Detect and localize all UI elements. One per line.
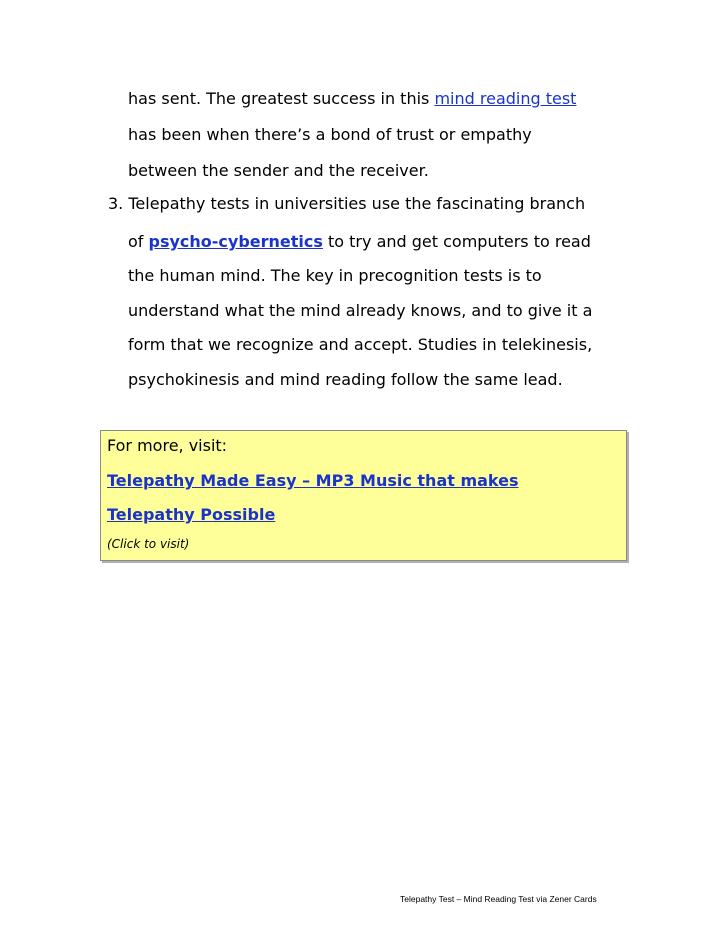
text-run: to try and get computers to read: [322, 232, 591, 251]
telepathy-made-easy-link[interactable]: Telepathy Made Easy – MP3 Music that makes: [107, 471, 519, 490]
list-item-3-line: psychokinesis and mind reading follow the same lead.: [128, 370, 563, 389]
paragraph-line: between the sender and the receiver.: [128, 161, 429, 180]
psycho-cybernetics-link[interactable]: psycho-cybernetics: [148, 232, 323, 251]
page-footer: Telepathy Test – Mind Reading Test via Zener Cards: [400, 894, 597, 904]
paragraph-line: has been when there’s a bond of trust or empathy: [128, 125, 532, 144]
list-item-3-line: form that we recognize and accept. Studies in telekinesis,: [128, 335, 593, 354]
list-item-3-line: [128, 232, 591, 252]
list-item-3-line: 3. Telepathy tests in universities use the fascinating branch: [108, 194, 586, 213]
text-run: of: [128, 232, 149, 251]
list-item-3-line: understand what the mind already knows, and to give it a: [128, 301, 593, 320]
click-hint: (Click to visit): [107, 537, 190, 551]
list-item-3-line: the human mind. The key in precognition tests is to: [128, 266, 542, 285]
callout-intro: For more, visit:: [107, 436, 228, 455]
paragraph-line: [128, 89, 576, 109]
text-run: has sent. The greatest success in this: [128, 89, 435, 108]
callout-box: [100, 430, 627, 561]
telepathy-possible-link[interactable]: Telepathy Possible: [107, 505, 276, 524]
mind-reading-test-link[interactable]: mind reading test: [434, 89, 577, 108]
